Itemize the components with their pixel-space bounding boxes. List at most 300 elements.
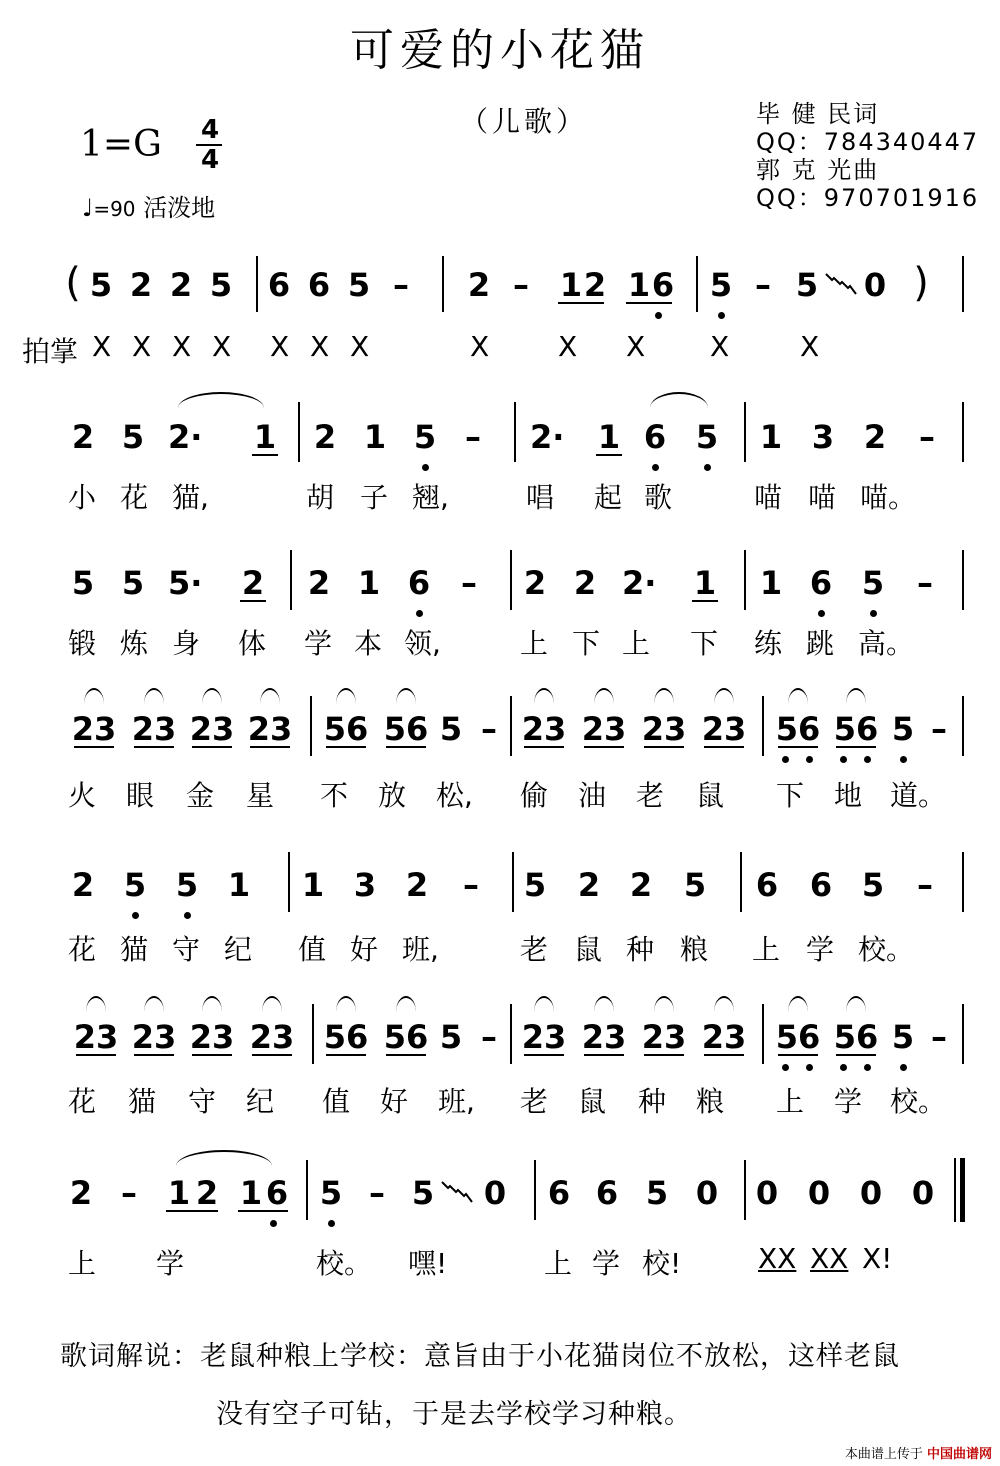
slur: [654, 996, 674, 1012]
lyric: 花: [68, 1085, 97, 1118]
low-octave-dot: [900, 1064, 907, 1071]
note: 5: [439, 1018, 463, 1056]
lyric: 校。: [858, 933, 915, 966]
bar-line: [696, 256, 698, 312]
lyric: 上: [544, 1247, 573, 1280]
notation-row-5: [0, 1018, 1000, 1078]
note: –: [917, 866, 933, 904]
note: 6: [809, 564, 833, 602]
note: 23: [131, 1018, 177, 1056]
tempo-marking: [82, 188, 215, 223]
clap-mark: X: [470, 330, 490, 363]
slur: [86, 996, 106, 1012]
underline: [250, 746, 290, 748]
slur: [534, 688, 554, 704]
underline: [692, 600, 718, 602]
note: 5: [891, 710, 915, 748]
clap-mark: X: [350, 330, 370, 363]
lyric: 学: [304, 627, 333, 660]
lyric: 下: [776, 779, 805, 812]
site-logo: 中国曲谱网: [926, 1447, 992, 1462]
lyric: 偷: [520, 779, 549, 812]
slur: [396, 996, 416, 1012]
clap-mark: X: [172, 330, 192, 363]
bar-line: [962, 1004, 964, 1064]
lyric: 猫: [120, 933, 149, 966]
lyric: 学: [592, 1247, 621, 1280]
note: 0: [807, 1174, 831, 1212]
note: 1: [363, 418, 387, 456]
intro-close-paren: ): [913, 260, 929, 306]
clap-mark: X: [132, 330, 152, 363]
notation-row-4: [0, 866, 1000, 926]
note: –: [513, 266, 529, 304]
note: 2: [583, 266, 607, 304]
underline: [252, 454, 278, 456]
slur: [714, 996, 734, 1012]
lyric: 守: [172, 933, 201, 966]
note: 6: [755, 866, 779, 904]
lyric: 放: [378, 779, 407, 812]
note: –: [369, 1174, 385, 1212]
slur: [846, 688, 866, 704]
notation-row-2: [0, 564, 1000, 624]
footer-watermark: [845, 1443, 992, 1462]
underline: [192, 1054, 232, 1056]
note: 23: [581, 710, 627, 748]
underline: [386, 746, 426, 748]
bar-line: [510, 550, 512, 610]
note: 5·: [168, 564, 203, 602]
tie-slur: [178, 392, 264, 408]
time-signature: [196, 115, 224, 175]
bar-line: [962, 256, 964, 312]
lyric: 身: [172, 627, 201, 660]
note: 5: [319, 1174, 343, 1212]
underline: [326, 1054, 366, 1056]
lyric: 学: [806, 933, 835, 966]
lyric: 上: [776, 1085, 805, 1118]
lyric: 唱: [526, 481, 555, 514]
low-octave-dot: [818, 610, 825, 617]
lyric: 锻: [68, 627, 97, 660]
note: 2: [577, 866, 601, 904]
composer-qq: QQ：970701916: [756, 184, 980, 212]
bar-line: [510, 1004, 512, 1064]
low-octave-dot: [652, 464, 659, 471]
note: 0: [695, 1174, 719, 1212]
underline: [524, 1054, 564, 1056]
lyric: 鼠: [578, 1085, 607, 1118]
slur: [534, 996, 554, 1012]
note: 56: [833, 710, 879, 748]
note: 2·: [168, 418, 203, 456]
lyric: 嘿!: [408, 1247, 448, 1280]
lyric: 学: [156, 1247, 185, 1280]
note: 5: [891, 1018, 915, 1056]
note: 2·: [622, 564, 657, 602]
underline: [778, 746, 818, 748]
note: 2: [863, 418, 887, 456]
low-octave-dot: [806, 756, 813, 763]
note: 1: [759, 564, 783, 602]
note: 1: [253, 418, 277, 456]
underline: [644, 746, 684, 748]
note: 23: [701, 1018, 747, 1056]
slur: [788, 688, 808, 704]
lyric: 好: [350, 933, 379, 966]
lyric: 猫,: [172, 481, 209, 514]
slur: [202, 688, 222, 704]
lyric: 不: [320, 779, 349, 812]
slur: [176, 1150, 272, 1166]
tie-slur: [650, 392, 708, 408]
slur: [714, 688, 734, 704]
note: –: [931, 710, 947, 748]
note: 1: [627, 266, 651, 304]
underline: [644, 1054, 684, 1056]
note: 5: [411, 1174, 435, 1212]
note: 0: [859, 1174, 883, 1212]
note: 23: [247, 710, 293, 748]
note: 6: [643, 418, 667, 456]
note: 2: [241, 564, 265, 602]
bar-line: [312, 1004, 314, 1064]
bar-line: [762, 1004, 764, 1064]
note: 5: [709, 266, 733, 304]
note: 5: [695, 418, 719, 456]
note: 2: [467, 266, 491, 304]
note: 5: [683, 866, 707, 904]
key-signature: 1=G: [80, 124, 162, 165]
note: 2: [71, 418, 95, 456]
lyric: 种: [638, 1085, 667, 1118]
lyric: 练: [754, 627, 783, 660]
note: 1: [227, 866, 251, 904]
clap-mark: X: [710, 330, 730, 363]
note: 23: [189, 1018, 235, 1056]
note: 23: [641, 1018, 687, 1056]
note: 1: [301, 866, 325, 904]
note: 5: [123, 866, 147, 904]
slur: [144, 996, 164, 1012]
underline: [386, 1054, 426, 1056]
note: –: [481, 710, 497, 748]
note: 5: [861, 866, 885, 904]
note: –: [755, 266, 771, 304]
note: 5: [795, 266, 819, 304]
note: 6: [265, 1174, 289, 1212]
note: 56: [323, 710, 369, 748]
lyric: 高。: [858, 627, 915, 660]
underline: [558, 302, 604, 304]
note: –: [931, 1018, 947, 1056]
lyric: 胡: [306, 481, 335, 514]
lyric: 火: [68, 779, 97, 812]
note: 5: [645, 1174, 669, 1212]
slur: [846, 996, 866, 1012]
underline: [704, 1054, 744, 1056]
bar-line: [512, 852, 514, 912]
note: 23: [249, 1018, 295, 1056]
slur: [336, 996, 356, 1012]
note: 5: [347, 266, 371, 304]
bar-line: [762, 696, 764, 756]
note: –: [919, 418, 935, 456]
lyric: 粮: [696, 1085, 725, 1118]
intro-notation-row: [0, 260, 1000, 326]
note: –: [461, 564, 477, 602]
song-title: 可爱的小花猫: [350, 25, 650, 76]
bar-line: [442, 256, 444, 312]
low-octave-dot: [416, 610, 423, 617]
low-octave-dot: [184, 912, 191, 919]
lyric: 下: [572, 627, 601, 660]
note: 2: [313, 418, 337, 456]
low-octave-dot: [864, 756, 871, 763]
low-octave-dot: [806, 1064, 813, 1071]
lyric: 老: [520, 933, 549, 966]
lyric: 领,: [404, 627, 441, 660]
note: 2: [405, 866, 429, 904]
note: 5: [413, 418, 437, 456]
note: 1: [357, 564, 381, 602]
final-bar-line: [954, 1158, 956, 1222]
lyric: 老: [520, 1085, 549, 1118]
final-bar-thick: [960, 1158, 965, 1222]
note: 56: [833, 1018, 879, 1056]
bar-line: [310, 696, 312, 756]
lyric: 值: [322, 1085, 351, 1118]
note: 1: [167, 1174, 191, 1212]
notation-row-1: [0, 418, 1000, 478]
bar-line: [744, 550, 746, 610]
clap-mark: X: [270, 330, 290, 363]
lyrics-row-5: [0, 1080, 1000, 1120]
lyric: 校。: [890, 1085, 947, 1118]
low-octave-dot: [328, 1220, 335, 1227]
note: –: [463, 866, 479, 904]
lyric: 下: [690, 627, 719, 660]
lyric: 跳: [806, 627, 835, 660]
bar-line: [256, 256, 258, 312]
bar-line: [514, 402, 516, 462]
note: 23: [131, 710, 177, 748]
underline: [704, 746, 744, 748]
lyric: 金: [186, 779, 215, 812]
bar-line: [534, 1160, 536, 1220]
lyrics-row-3: [0, 774, 1000, 814]
underline: [626, 302, 672, 304]
low-octave-dot: [704, 464, 711, 471]
underline: [584, 1054, 624, 1056]
note: 0: [483, 1174, 507, 1212]
lyrics-row-2: [0, 622, 1000, 662]
lyricist-credit: 毕 健 民词: [756, 100, 880, 128]
slur: [654, 688, 674, 704]
notation-row-3: [0, 710, 1000, 770]
note: –: [481, 1018, 497, 1056]
note: 2: [573, 564, 597, 602]
bar-line: [744, 402, 746, 462]
lyric: 纪: [224, 933, 253, 966]
lyric: 上: [752, 933, 781, 966]
intro-open-paren: (: [65, 260, 81, 306]
lyrics-row-6: [0, 1242, 1000, 1282]
clap-mark: X: [626, 330, 646, 363]
clap-mark: X: [92, 330, 112, 363]
note: 6: [307, 266, 331, 304]
clap-mark: X: [800, 330, 820, 363]
underline: [166, 1210, 218, 1212]
underline: [778, 1054, 818, 1056]
lyrics-row-4: [0, 928, 1000, 968]
note: 5: [209, 266, 233, 304]
slur: [594, 996, 614, 1012]
note: 2: [523, 564, 547, 602]
lyricist-qq: QQ：784340447: [756, 128, 980, 156]
note: 6: [595, 1174, 619, 1212]
note: 2: [307, 564, 331, 602]
lyric: 种: [626, 933, 655, 966]
underline: [134, 1054, 174, 1056]
low-octave-dot: [718, 312, 725, 319]
lyric: 喵。: [860, 481, 917, 514]
bar-line: [288, 852, 290, 912]
underline: [524, 746, 564, 748]
underline: [134, 746, 174, 748]
quarter-note-icon: ♩: [82, 194, 94, 222]
low-octave-dot: [655, 312, 662, 319]
lyric: 守: [188, 1085, 217, 1118]
time-signature-top: 4: [200, 115, 220, 145]
lyric: X!: [862, 1242, 893, 1275]
tempo-expression: 活泼地: [143, 194, 216, 222]
note: 3: [811, 418, 835, 456]
underline: [76, 1054, 116, 1056]
bar-line: [962, 550, 964, 610]
note: 6: [547, 1174, 571, 1212]
lyric: 上: [520, 627, 549, 660]
note: 0: [755, 1174, 779, 1212]
low-octave-dot: [840, 756, 847, 763]
lyric: 校!: [642, 1247, 682, 1280]
note: 3: [353, 866, 377, 904]
underline: [584, 746, 624, 748]
low-octave-dot: [864, 1064, 871, 1071]
lyric: 花: [120, 481, 149, 514]
lyric: 粮: [680, 933, 709, 966]
low-octave-dot: [870, 610, 877, 617]
note: 23: [71, 710, 117, 748]
slur: [260, 688, 280, 704]
bar-line: [290, 550, 292, 610]
note: 23: [701, 710, 747, 748]
bar-line: [962, 402, 964, 462]
bar-line: [740, 852, 742, 912]
slur: [396, 688, 416, 704]
low-octave-dot: [270, 1220, 277, 1227]
note: –: [393, 266, 409, 304]
note: 6: [407, 564, 431, 602]
underline: [252, 1054, 292, 1056]
note: 5: [121, 418, 145, 456]
lyric: 猫: [128, 1085, 157, 1118]
lyric: 翘,: [412, 481, 449, 514]
lyric: 班,: [438, 1085, 475, 1118]
bar-line: [306, 1160, 308, 1220]
note: 23: [521, 1018, 567, 1056]
note: 5: [439, 710, 463, 748]
composer-credit: 郭 克 光曲: [756, 156, 880, 184]
time-signature-bottom: 4: [200, 145, 220, 175]
lyric: 校。: [316, 1247, 373, 1280]
note: 1: [559, 266, 583, 304]
lyric: 鼠: [574, 933, 603, 966]
lyric: 体: [238, 627, 267, 660]
lyric: 油: [578, 779, 607, 812]
note: 23: [641, 710, 687, 748]
note: 1: [239, 1174, 263, 1212]
note: 5: [523, 866, 547, 904]
note: 0: [863, 266, 887, 304]
low-octave-dot: [900, 756, 907, 763]
note: 5: [121, 564, 145, 602]
clap-mark: X: [310, 330, 330, 363]
notation-row-6: [0, 1174, 1000, 1234]
underline: [192, 746, 232, 748]
lyric: 好: [380, 1085, 409, 1118]
slur: [594, 688, 614, 704]
lyrics-explanation-line-1: 歌词解说：老鼠种粮上学校：意旨由于小花猫岗位不放松，这样老鼠: [60, 1341, 900, 1372]
note: 5: [175, 866, 199, 904]
underline: [74, 746, 114, 748]
footer-text: 本曲谱上传于: [844, 1447, 923, 1462]
lyrics-row-1: [0, 476, 1000, 516]
slur: [202, 996, 222, 1012]
low-octave-dot: [782, 1064, 789, 1071]
note: 1: [693, 564, 717, 602]
note: 2: [195, 1174, 219, 1212]
slur: [84, 688, 104, 704]
clap-label: 拍掌: [22, 335, 79, 368]
lyric: 老: [636, 779, 665, 812]
note: 5: [89, 266, 113, 304]
underline: [836, 746, 876, 748]
bar-line: [510, 696, 512, 756]
underline: [240, 600, 266, 602]
lyrics-explanation-line-2: 没有空子可钻，于是去学校学习种粮。: [216, 1399, 692, 1430]
note: 23: [521, 710, 567, 748]
note: 2·: [530, 418, 565, 456]
low-octave-dot: [840, 1064, 847, 1071]
note: –: [465, 418, 481, 456]
lyric: 纪: [246, 1085, 275, 1118]
note: 56: [775, 1018, 821, 1056]
lyric: 起: [594, 481, 623, 514]
note: 56: [775, 710, 821, 748]
slur: [336, 688, 356, 704]
bar-line: [298, 402, 300, 462]
underline: [238, 1210, 288, 1212]
clap-mark: X: [212, 330, 232, 363]
low-octave-dot: [422, 464, 429, 471]
lyric: 松,: [436, 779, 473, 812]
lyric: 小: [68, 481, 97, 514]
note: 56: [323, 1018, 369, 1056]
slur: [788, 996, 808, 1012]
tempo-value: =90: [93, 197, 136, 221]
